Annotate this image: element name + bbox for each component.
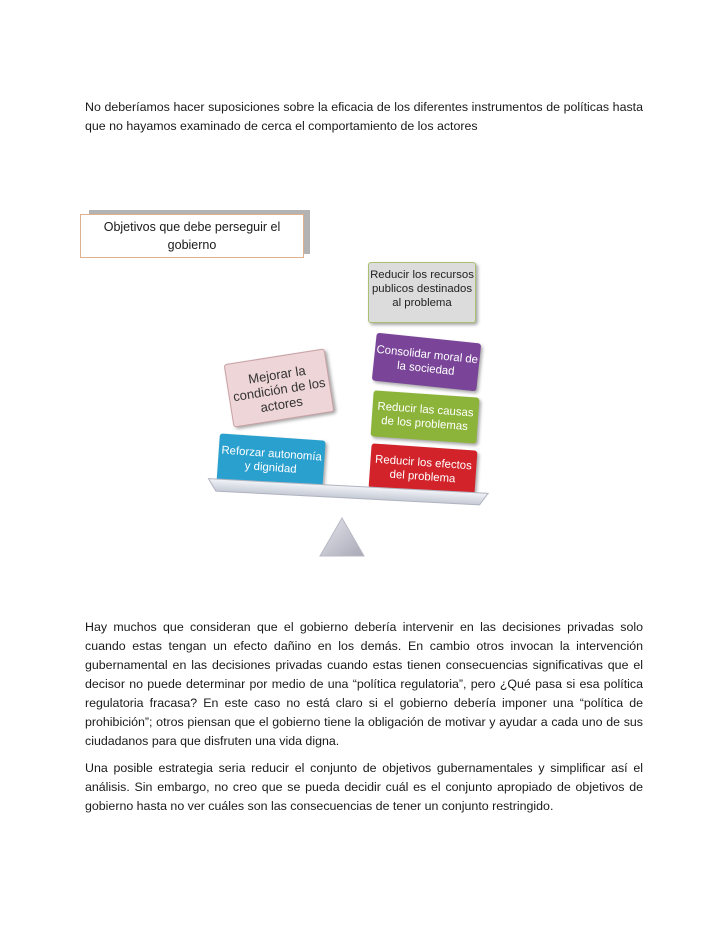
box-reforzar-autonomia: Reforzar autonomía y dignidad [216, 433, 325, 492]
balance-fulcrum [318, 516, 366, 558]
box-consolidar-moral: Consolidar moral de la sociedad [372, 333, 481, 392]
box-reducir-recursos: Reducir los recursos publicos destinados al problema [368, 262, 476, 323]
box-mejorar-condicion: Mejorar la condición de los actores [224, 348, 335, 427]
diagram-title: Objetivos que debe perseguir el gobierno [80, 214, 304, 258]
body-paragraph-1: Hay muchos que consideran que el gobierno debería intervenir en las decisiones privadas solo cuando estas tengan un efecto dañino en los demás. En cambio otros invocan la intervención gubernamental en las decisiones privadas cuando estas tienen consecuencias significativas que el decisor no puede determinar por medio de una “política regulatoria”, pero ¿Qué pasa si esa política regulatoria fracasa? En este caso no está claro si el gobierno debería imponer una “política de prohibición”; otros piensan que el gobierno tiene la obligación de motivar y ayudar a cada uno de sus ciudadanos para que disfruten una vida digna. [85, 620, 643, 749]
box-reducir-efectos: Reducir los efectos del problema [369, 443, 478, 495]
intro-paragraph: No deberíamos hacer suposiciones sobre la eficacia de los diferentes instrumentos de políticas hasta que no hayamos examinado de cerca el comportamiento de los actores [85, 100, 643, 134]
box-reducir-causas: Reducir las causas de los problemas [371, 390, 480, 443]
body-paragraph-2: Una posible estrategia seria reducir el conjunto de objetivos gubernamentales y simplificar así el análisis. Sin embargo, no creo que se pueda decidir cuál es el conjunto apropiado de objetivos de gobierno hasta no ver cuáles son las consecuencias de tener un conjunto restringido. [85, 761, 643, 814]
